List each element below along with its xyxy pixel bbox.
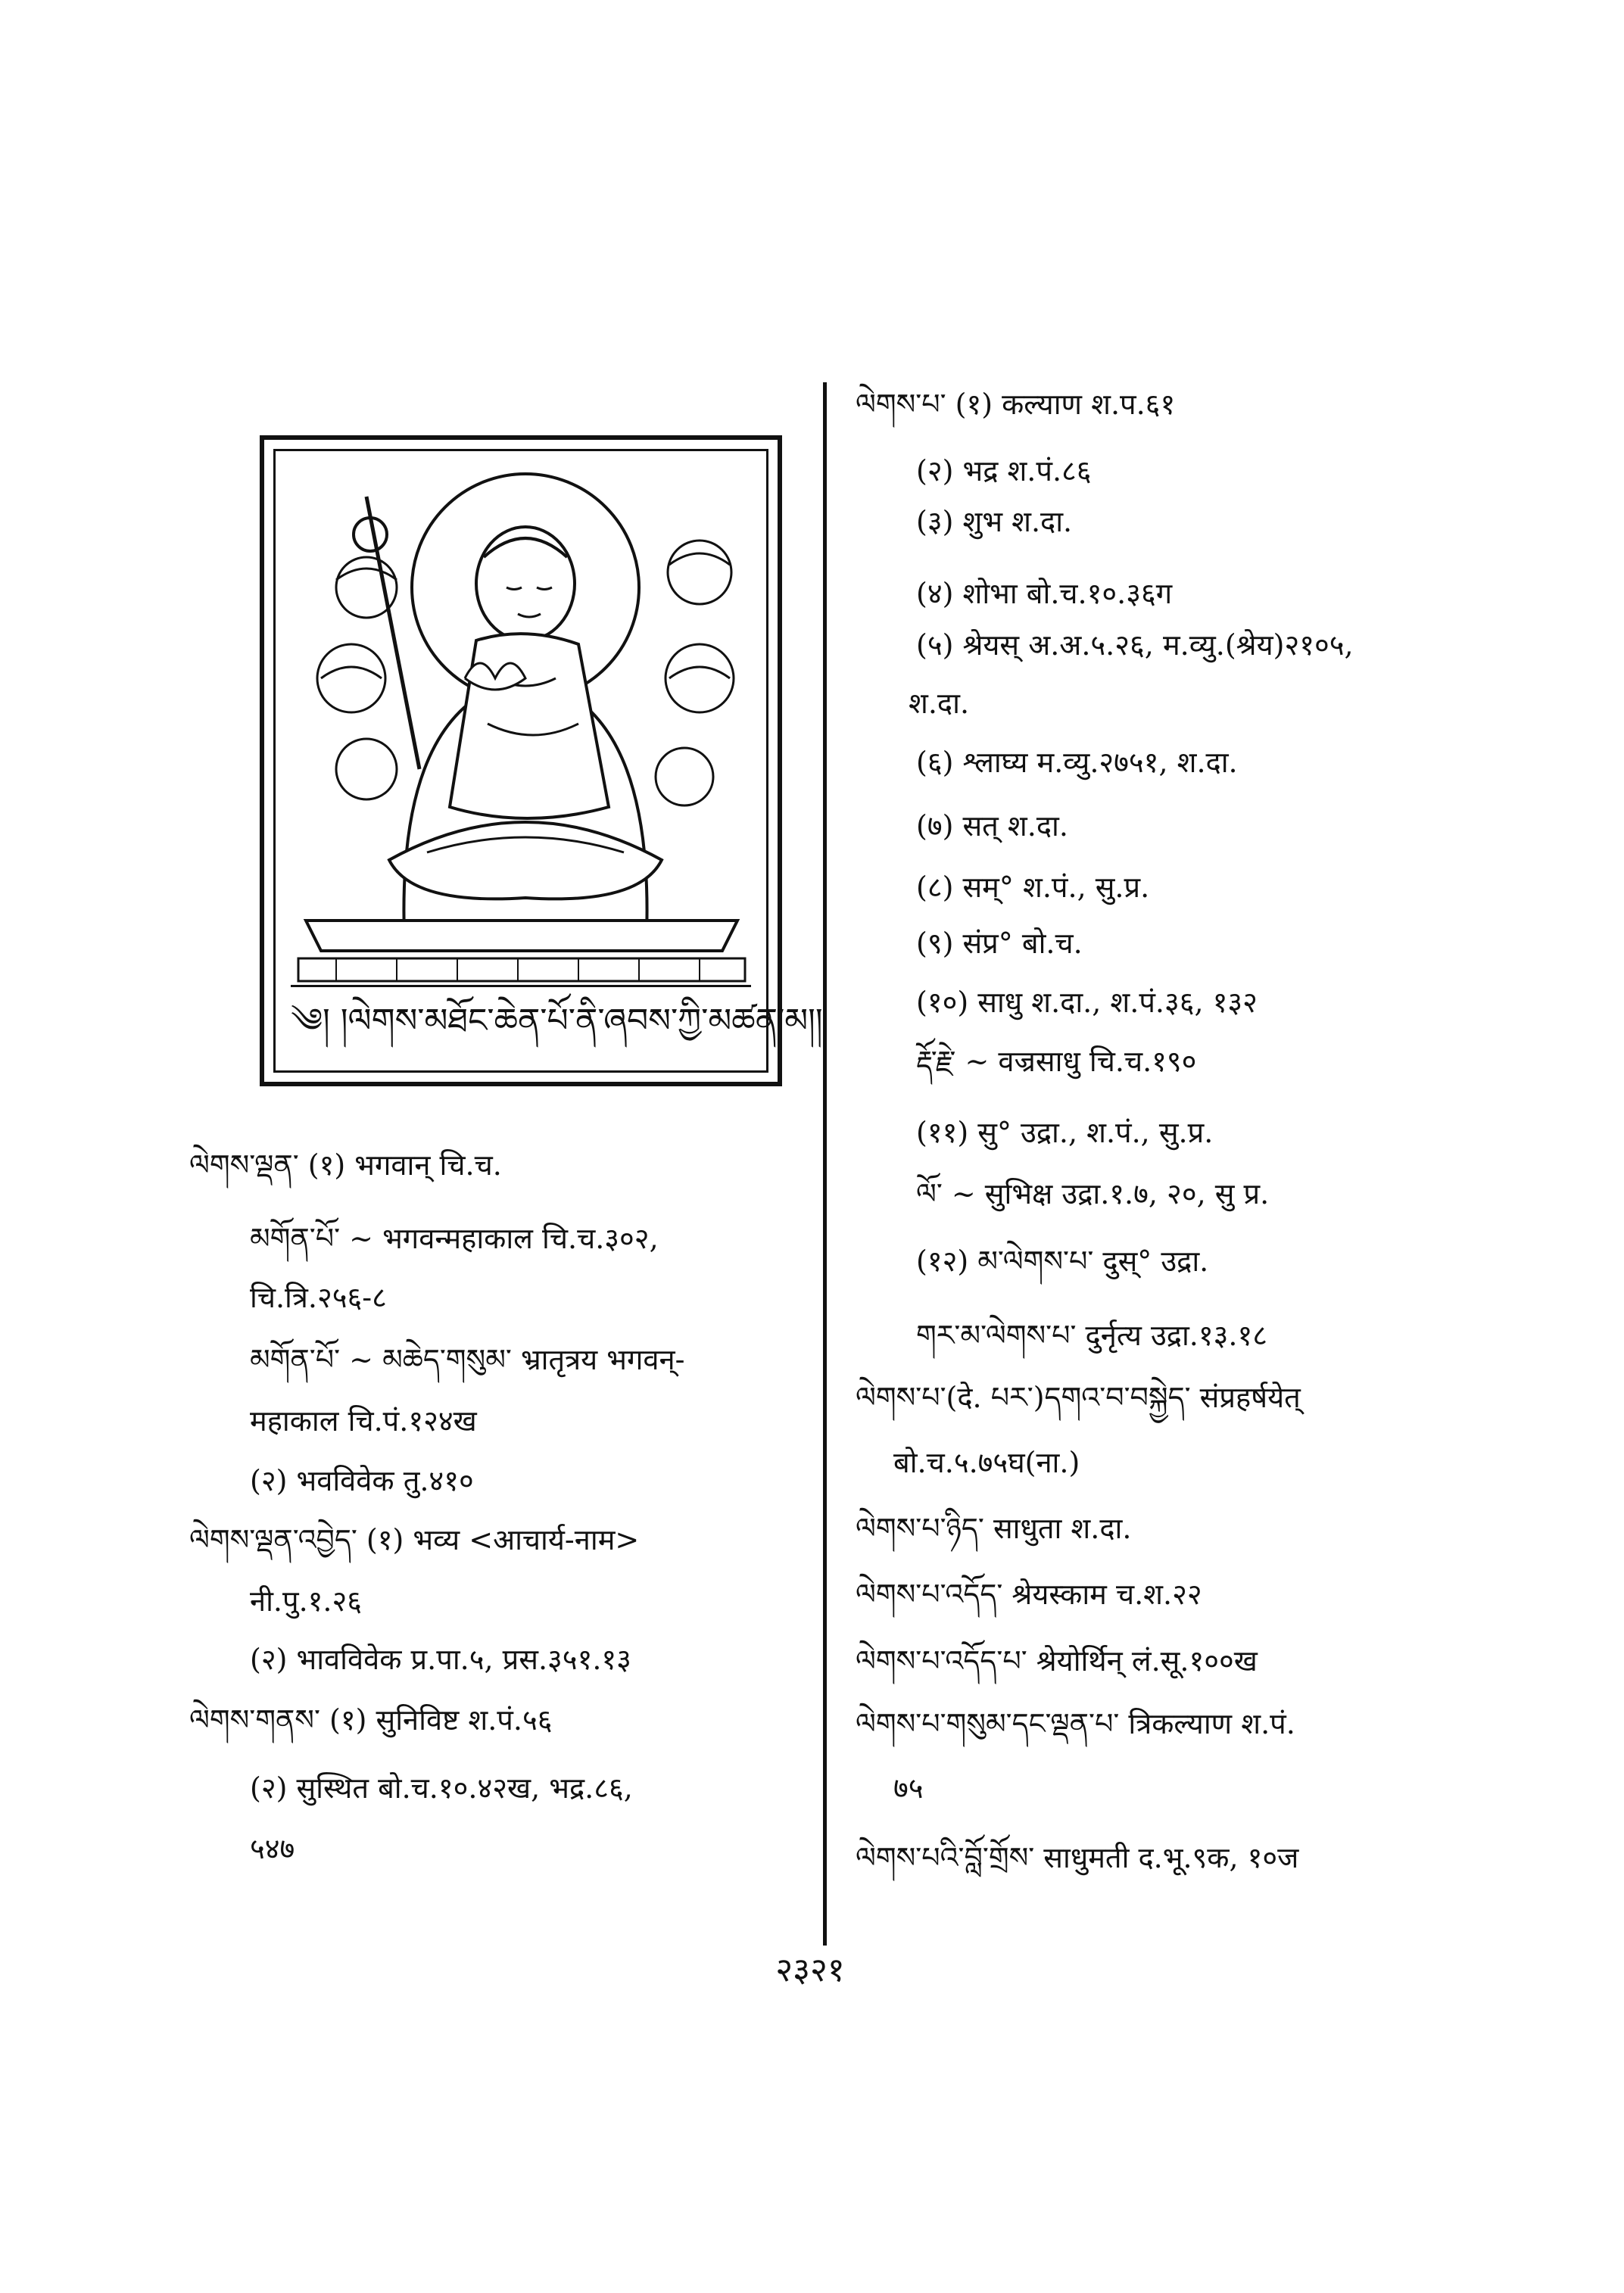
right-entry-line-19: ལེགས་པ་ཉིད་ साधुता श.दा. — [856, 1512, 1132, 1545]
left-entry-line-5: महाकाल चि.पं.१२४ख — [250, 1404, 477, 1438]
right-entry-line-2: (२) भद्र श.पं.८६ — [916, 454, 1092, 488]
right-entry-line-18: बो.च.५.७५घ(ना.) — [893, 1446, 1080, 1479]
left-entry-line-4: མགོན་པོ་ ~ མཆེད་གསུམ་ भ्रातृत्रय भगवन्- — [250, 1343, 685, 1376]
right-entry-line-15: (१२) མ་ལེགས་པ་ दुस्° उद्रा. — [916, 1245, 1209, 1278]
left-entry-line-8: नी.पु.१.२६ — [250, 1584, 363, 1618]
right-entry-line-14: ལོ་ ~ सुभिक्ष उद्रा.१.७, २०, सु प्र. — [916, 1177, 1270, 1210]
right-entry-line-10: (९) संप्र° बो.च. — [916, 927, 1083, 960]
right-entry-line-3: (३) शुभ श.दा. — [916, 505, 1073, 538]
seated-figure-illustration — [276, 451, 768, 996]
right-entry-line-7: (६) श्लाघ्य म.व्यु.२७५१, श.दा. — [916, 746, 1238, 779]
right-entry-line-1: ལེགས་པ་ (१) कल्याण श.प.६१ — [856, 388, 1176, 421]
left-entry-line-2: མགོན་པོ་ ~ भगवन्महाकाल चि.च.३०२, — [250, 1222, 659, 1255]
right-entry-line-4: (४) शोभा बो.च.१०.३६ग — [916, 577, 1173, 610]
illustration-inner-border — [273, 449, 823, 1073]
left-entry-line-10: ལེགས་གནས་ (१) सुनिविष्ट श.पं.५६ — [189, 1703, 553, 1737]
right-entry-line-11: (१०) साधु श.दा., श.पं.३६, १३२ — [916, 986, 1258, 1019]
right-entry-line-9: (८) सम्° श.पं., सु.प्र. — [916, 871, 1150, 904]
right-entry-line-13: (११) सु° उद्रा., श.पं., सु.प्र. — [916, 1116, 1214, 1149]
left-entry-line-6: (२) भवविवेक तु.४१० — [250, 1464, 474, 1497]
right-entry-line-21: ལེགས་པ་འདོད་པ་ श्रेयोर्थिन् लं.सू.१००ख — [856, 1644, 1258, 1678]
column-divider — [823, 382, 827, 1946]
right-entry-line-5: (५) श्रेयस् अ.अ.५.२६, म.व्यु.(श्रेय)२१०५, — [916, 628, 1354, 662]
right-entry-line-16: གར་མ་ལེགས་པ་ दुर्नृत्य उद्रा.१३.१८ — [916, 1319, 1267, 1352]
left-entry-line-11: (२) सुस्थित बो.च.१०.४२ख, भद्र.८६, — [250, 1771, 633, 1805]
right-entry-line-23: ७५ — [893, 1771, 924, 1805]
right-entry-line-17: ལེགས་པ་(दे. པར་)དགའ་བ་བསྐྱེད་ संप्रहर्षयेत् — [856, 1381, 1301, 1414]
right-entry-line-20: ལེགས་པ་འདོད་ श्रेयस्काम च.श.२२ — [856, 1578, 1202, 1611]
right-entry-line-6: श.दा. — [909, 687, 970, 720]
left-entry-line-9: (२) भावविवेक प्र.पा.५, प्रस.३५१.१३ — [250, 1643, 631, 1676]
left-entry-line-1: ལེགས་ལྡན་ (१) भगवान् चि.च. — [189, 1148, 502, 1182]
right-entry-line-8: (७) सत् श.दा. — [916, 809, 1068, 843]
left-entry-line-7: ལེགས་ལྡན་འབྱེད་ (१) भव्य <आचार्य-नाम> — [189, 1523, 640, 1556]
right-entry-line-22: ལེགས་པ་གསུམ་དང་ལྡན་པ་ त्रिकल्याण श.पं. — [856, 1707, 1295, 1740]
page-number: २३२१ — [775, 1951, 845, 1989]
right-entry-line-12: རྡོ་རྗེ་ ~ वज्रसाधु चि.च.१९० — [916, 1045, 1197, 1078]
right-entry-line-24: ལེགས་པའི་བློ་གྲོས་ साधुमती द.भू.९क, १०ज — [856, 1841, 1299, 1874]
illustration-caption: ༄། །ལེགས་མཐོང་ཆེན་པོ་ནི་ཞབས་ཀྱི་མཚན་མ།། — [291, 985, 751, 1055]
illustration-frame — [260, 435, 823, 1086]
left-entry-line-3: चि.त्रि.२५६-८ — [250, 1281, 387, 1314]
left-entry-line-12: ५४७ — [250, 1832, 295, 1865]
